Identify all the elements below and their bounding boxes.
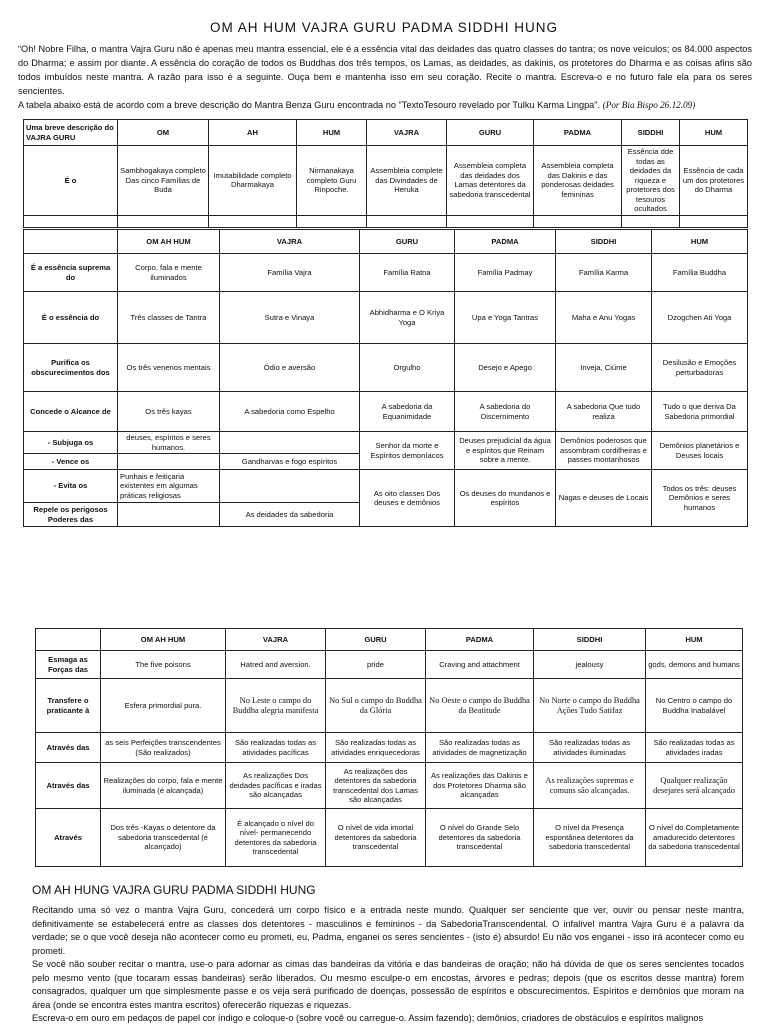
table-cell: As deidades da sabedoria: [220, 503, 360, 527]
column-header: VAJRA: [226, 629, 326, 651]
table-cell: The five poisons: [101, 651, 226, 679]
table-cell: Corpo, fala e mente iluminados: [118, 254, 220, 292]
table-cell: É alcançado o nível do nível- permanecendo detentores da sabedoria transcedental: [226, 809, 326, 867]
body-paragraph: Se você não souber recitar o mantra, use-o para adornar as cimas das bandeiras da vitória e das bandeiras de oração; não há dúvida de que os seres sencientes tocados pelo mesmo vento (que tocaram essas bandeiras) serão liberados. Ou mesmo esculpe-o em encostas, árvores e pedras; depois (que os escritos desse mantra) forem consagrados, qualquer um que simplesmente passe e os veja será purificado de doenças, possessão de espíritos e obscurecimentos. Espíritos e demônios que moram na área (onde se encontra estes mantra escritos) oferecerão riquezas e riquezas.: [32, 959, 744, 1010]
column-header: SIDDHI: [622, 120, 680, 146]
table-cell: Família Padmay: [455, 254, 556, 292]
table-cell: Os três kayas: [118, 392, 220, 432]
body-paragraph: Escreva-o em ouro em pedaços de papel cor índigo e coloque-o (sobre você ou carregue-o. Assim fazendo); demônios, criadores de obstáculos e espíritos malignos: [32, 1013, 704, 1023]
empty-cell: [680, 215, 748, 227]
body-paragraph: Recitando uma só vez o mantra Vajra Guru, concederá um corpo físico e a entrada neste mundo. Qualquer ser senciente que ver, ouvir ou pensar neste mantra, definitivamente se estabelecerá entre as classes dos detentores - masculinos e femininos - da SabedoriaTranscendental. O infalível mantra Vajra Guru é a palavra da verdade; se o que você deseja não acontecer como eu prometi, eu, Padma, enganei os seres sencientes - (isto é) absurdo! Eu não vos enganei - isso irá acontecer como eu prometi.: [32, 905, 744, 956]
section-title: OM AH HUNG VAJRA GURU PADMA SIDDHI HUNG: [32, 883, 316, 897]
intro-text: [18, 42, 752, 112]
table-cell: No Norte o campo do Buddha Ações Tudo Satifaz: [534, 679, 646, 733]
column-header: OM AH HUM: [118, 230, 220, 254]
table-mantra-essence: [23, 229, 748, 527]
column-header: VAJRA: [367, 120, 447, 146]
empty-cell: [534, 215, 622, 227]
table-cell: A sabedoria como Espelho: [220, 392, 360, 432]
table-cell: Dos três -Kayas o detentore da sabedoria transcedental (é alcançado): [101, 809, 226, 867]
table-cell: Assembleia completa das deidades dos Lamas detentores da sabedoria transcedental: [447, 146, 534, 216]
table-cell: São realizadas todas as atividades iradas: [646, 733, 743, 763]
table-corner-label: Uma breve descrição do VAJRA GURU: [24, 120, 118, 146]
table-cell: Orgulho: [360, 344, 455, 392]
row-label: É a essência suprema do: [24, 254, 118, 292]
table-cell: Maha e Anu Yogas: [556, 292, 652, 344]
row-label: Esmaga as Forças das: [36, 651, 101, 679]
column-header: VAJRA: [220, 230, 360, 254]
column-header: AH: [209, 120, 297, 146]
table-cell: São realizadas todas as atividades pacíficas: [226, 733, 326, 763]
row-label: Através das: [36, 733, 101, 763]
table-cell: As realizações das Dakinis e dos Protetores Dharma são alcançadas: [426, 763, 534, 809]
table-cell: Realizações do corpo, fala e mente iluminada (é alcançada): [101, 763, 226, 809]
column-header: PADMA: [426, 629, 534, 651]
table-cell: Família Buddha: [652, 254, 748, 292]
table-cell: Imutabilidade completo Dharmakaya: [209, 146, 297, 216]
column-header: [24, 230, 118, 254]
table-cell: São realizadas todas as atividades de magnetização: [426, 733, 534, 763]
table-cell: Desejo e Apego: [455, 344, 556, 392]
table-cell: Upa e Yoga Tantras: [455, 292, 556, 344]
column-header: OM AH HUM: [101, 629, 226, 651]
row-label: Purifica os obscurecimentos dos: [24, 344, 118, 392]
table-cell: Inveja, Ciúme: [556, 344, 652, 392]
column-header: GURU: [447, 120, 534, 146]
row-label: - Evita os: [24, 470, 118, 503]
table-cell: A sabedoria Que tudo realiza: [556, 392, 652, 432]
column-header: GURU: [360, 230, 455, 254]
table-cell: Dzogchen Ati Yoga: [652, 292, 748, 344]
column-header: GURU: [326, 629, 426, 651]
table-cell: pride: [326, 651, 426, 679]
column-header: OM: [118, 120, 209, 146]
row-label: Transfere o praticante à: [36, 679, 101, 733]
row-label: É o essência do: [24, 292, 118, 344]
table-cell: Família Vajra: [220, 254, 360, 292]
table-brief-description: [23, 119, 748, 228]
page-title: OM AH HUM VAJRA GURU PADMA SIDDHI HUNG: [209, 20, 559, 35]
table-cell: Gandharvas e fogo espíritos: [220, 454, 360, 470]
table-cell: Assembleia complete das Divindades de Heruka: [367, 146, 447, 216]
row-label: Concede o Alcance de: [24, 392, 118, 432]
table-cell: Essência de cada um dos protetores do Dharma: [680, 146, 748, 216]
table-cell: As oito classes Dos deuses e demônios: [360, 470, 455, 527]
column-header: HUM: [680, 120, 748, 146]
table-cell: O nível da Presença espontânea detentores da sabedoria transcedental: [534, 809, 646, 867]
table-cell: Ódio e aversão: [220, 344, 360, 392]
table-cell: São realizadas todas as atividades enriquecedoras: [326, 733, 426, 763]
empty-cell: [118, 215, 209, 227]
column-header: HUM: [297, 120, 367, 146]
table-cell: A sabedoria do Discernimento: [455, 392, 556, 432]
table-cell: Abhidharma e O Kriya Yoga: [360, 292, 455, 344]
table-cell: A sabedoria da Equanimidade: [360, 392, 455, 432]
empty-cell: [209, 215, 297, 227]
table-cell: No Sul o campo do Buddha da Glória: [326, 679, 426, 733]
table-cell: O nível do Completamente amadurecido detentores da sabedoria transcedental: [646, 809, 743, 867]
table-cell: Craving and attachment: [426, 651, 534, 679]
intro-paragraph: A tabela abaixo está de acordo com a breve descrição do Mantra Benza Guru encontrada no "TextoTesouro revelado por Tulku Karma Lingpa".: [18, 100, 601, 110]
row-label: Através das: [36, 763, 101, 809]
table-cell: Os três venenos mentais: [118, 344, 220, 392]
table-cell: gods, demons and humans: [646, 651, 743, 679]
column-header: PADMA: [455, 230, 556, 254]
table-cell: Tudo o que deriva Da Sabedoria primordial: [652, 392, 748, 432]
column-header: SIDDHI: [556, 230, 652, 254]
table-cell: No Centro o campo do Buddha Inabalável: [646, 679, 743, 733]
table-cell: Nagas e deuses de Locais: [556, 470, 652, 527]
row-label: - Subjuga os: [24, 432, 118, 454]
table-cell: As realizações Dos deidades pacíficas e iradas são alcançadas: [226, 763, 326, 809]
table-cell: Essência dde todas as deidades da riqueza e protetores dos tesouros ocultados: [622, 146, 680, 216]
empty-cell: [118, 454, 220, 470]
table-cell: jealousy: [534, 651, 646, 679]
empty-cell: [118, 503, 220, 527]
table-cell: O nível de vida imortal detentores da sabedoria transcedental: [326, 809, 426, 867]
column-header: HUM: [646, 629, 743, 651]
intro-paragraph: “Oh! Nobre Filha, o mantra Vajra Guru não é apenas meu mantra essencial, ele é a essência vital das deidades das quatro classes do tantra; os nove veículos; os 84.000 aspectos do Dharma; e assim por diante. A essência do coração de todos os Buddhas dos três tempos, os Lamas, as deidades, as dakinis, os protetores do Dharma e as coisas afins são todos imbuídos neste mantra. A razão para isso é a seguinte. Ouça bem e mantenha isso em seu coração. Recite o mantra. Escreva-o e no futuro fale ela para os seres sencientes.: [18, 44, 752, 96]
table-cell: Qualquer realização desejares será alcançado: [646, 763, 743, 809]
table-cell: deuses, espíritos e seres humanos.: [118, 432, 220, 454]
row-label: - Vence os: [24, 454, 118, 470]
table-cell: Nirmanakaya completo Guru Rinpoche.: [297, 146, 367, 216]
table-cell: Desilusão e Emoções perturbadoras: [652, 344, 748, 392]
empty-cell: [447, 215, 534, 227]
table-cell: No Leste o campo do Buddha alegria manifesta: [226, 679, 326, 733]
table-cell: Senhor da morte e Espíritos demoníacos: [360, 432, 455, 470]
empty-cell: [297, 215, 367, 227]
empty-cell: [367, 215, 447, 227]
table-cell: Os deuses do mundanos e espíritos: [455, 470, 556, 527]
table-cell: Assembleia completa das Dakinis e das ponderosas deidades femininas: [534, 146, 622, 216]
column-header: [36, 629, 101, 651]
column-header: HUM: [652, 230, 748, 254]
table-cell: Punhais e feitiçaria existentes em algumas práticas religiosas: [118, 470, 220, 503]
row-label: Repele os perigosos Poderes das: [24, 503, 118, 527]
table-cell: Todos os três: deuses Demônios e seres humanos: [652, 470, 748, 527]
table-cell: No Oeste o campo do Buddha da Beatitude: [426, 679, 534, 733]
column-header: PADMA: [534, 120, 622, 146]
table-cell: As realizações supremas e comuns são alcançadas.: [534, 763, 646, 809]
table-cell: Demônios poderosos que assombram cordilheiras e passes montanhosos: [556, 432, 652, 470]
table-cell: Esfera primordial pura.: [101, 679, 226, 733]
table-cell: as seis Perfeições transcendentes (São realizados): [101, 733, 226, 763]
table-cell: Sambhogakaya completo Das cinco Famílias de Buda: [118, 146, 209, 216]
table-cell: Três classes de Tantra: [118, 292, 220, 344]
table-cell: Família Ratna: [360, 254, 455, 292]
empty-cell: [622, 215, 680, 227]
row-label: É o: [24, 146, 118, 216]
empty-cell: [24, 215, 118, 227]
table-cell: Sutra e Vinaya: [220, 292, 360, 344]
author-note: (Por Bia Bispo 26.12.09): [602, 100, 696, 110]
table-cell: São realizadas todas as atividades iluminadas: [534, 733, 646, 763]
table-cell: Deuses prejudicial da água e espíritos que Reinam sobre a mente.: [455, 432, 556, 470]
column-header: SIDDHI: [534, 629, 646, 651]
table-mantra-results: [35, 628, 743, 867]
table-cell: Demônios planetários e Deuses locais: [652, 432, 748, 470]
table-cell: As realizações dos detentores da sabedoria transcedental dos Lamas são alcançadas: [326, 763, 426, 809]
row-label: Através: [36, 809, 101, 867]
empty-cell: [220, 470, 360, 503]
section-body: [32, 904, 744, 1026]
empty-cell: [220, 432, 360, 454]
table-cell: Família Karma: [556, 254, 652, 292]
table-cell: Hatred and aversion.: [226, 651, 326, 679]
table-cell: O nível do Grande Selo detentores da sabedoria transcedental: [426, 809, 534, 867]
